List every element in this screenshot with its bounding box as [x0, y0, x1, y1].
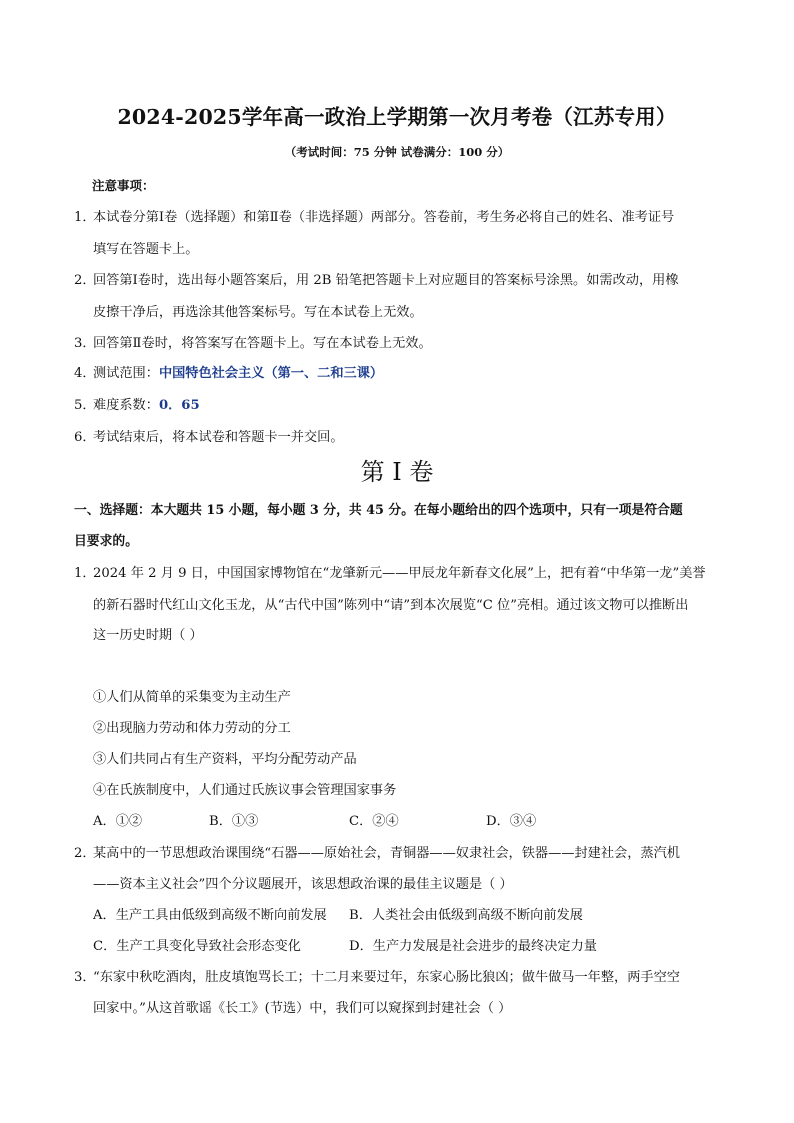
section-heading-line-1: 一、选择题：本大题共 15 小题，每小题 3 分，共 45 分。在每小题给出的四个选项中，只有一项是符合题 — [74, 503, 683, 518]
question-1-option-c: C．②④ — [349, 814, 399, 829]
difficulty-value: 0．65 — [158, 398, 200, 413]
test-scope-value: 中国特色社会主义（第一、二和三课） — [158, 366, 384, 381]
question-1-statement-3: ③人们共同占有生产资料，平均分配劳动产品 — [93, 752, 357, 767]
note-5-line — [93, 394, 200, 413]
note-2-line-2: 皮擦干净后，再选涂其他答案标号。写在本试卷上无效。 — [93, 305, 423, 320]
question-2-line-1: 某高中的一节思想政治课围绕“石器——原始社会，青铜器——奴隶社会，铁器——封建社会，蒸汽机 — [93, 846, 680, 861]
note-1-line-2: 填写在答题卡上。 — [93, 242, 199, 257]
question-2-option-c: C．生产工具变化导致社会形态变化 — [93, 939, 301, 954]
note-6-number: 6． — [74, 430, 96, 445]
note-6-line-1: 考试结束后，将本试卷和答题卡一并交回。 — [93, 430, 344, 445]
notes-heading: 注意事项： — [92, 178, 155, 193]
question-3-number: 3． — [74, 970, 96, 985]
question-3-line-2: 回家中。”从这首歌谣《长工》(节选）中，我们可以窥探到封建社会（ ） — [93, 1001, 512, 1016]
note-3-line-1: 回答第Ⅱ卷时，将答案写在答题卡上。写在本试卷上无效。 — [93, 336, 432, 351]
section-heading-line-2: 目要求的。 — [74, 534, 138, 549]
question-1-line-1: 2024 年 2 月 9 日，中国国家博物馆在“龙肇新元——甲辰龙年新春文化展”上，把有着“中华第一龙”美誉 — [93, 566, 706, 581]
question-1-option-a: A．①② — [93, 814, 143, 829]
question-1-number: 1． — [74, 566, 96, 581]
difficulty-label: 难度系数： — [93, 398, 159, 413]
question-2-option-a: A．生产工具由低级到高级不断向前发展 — [93, 908, 327, 923]
note-4-line — [93, 362, 383, 381]
question-2-number: 2． — [74, 846, 96, 861]
question-1-option-b: B．①③ — [209, 814, 259, 829]
question-2-line-2: ——资本主义社会”四个分议题展开，该思想政治课的最佳主议题是（ ） — [93, 877, 513, 892]
question-3-line-1: “东家中秋吃酒肉，肚皮填饱骂长工；十二月来要过年，东家心肠比狼凶；做牛做马一年整，两手空空 — [93, 970, 680, 985]
question-1-option-d: D．③④ — [486, 814, 537, 829]
note-3-number: 3． — [74, 336, 96, 351]
question-1-statement-2: ②出现脑力劳动和体力劳动的分工 — [93, 721, 291, 736]
question-2-option-d: D．生产力发展是社会进步的最终决定力量 — [349, 939, 597, 954]
question-1-line-3: 这一历史时期（ ） — [93, 628, 203, 643]
exam-title: 2024-2025学年高一政治上学期第一次月考卷（江苏专用） — [117, 105, 677, 129]
question-1-statement-4: ④在氏族制度中，人们通过氏族议事会管理国家事务 — [93, 783, 397, 798]
exam-duration-score: （考试时间：75 分钟 试卷满分：100 分） — [284, 145, 510, 159]
question-1-line-2: 的新石器时代红山文化玉龙，从“古代中国”陈列中“请”到本次展览“C 位”亮相。通过该文物可以推断出 — [93, 598, 689, 613]
note-2-line-1: 回答第Ⅰ卷时，选出每小题答案后，用 2B 铅笔把答题卡上对应题目的答案标号涂黑。如需改动，用橡 — [93, 273, 679, 288]
note-1-number: 1． — [74, 210, 96, 225]
question-2-option-b: B．人类社会由低级到高级不断向前发展 — [349, 908, 583, 923]
volume-title: 第 I 卷 — [360, 458, 434, 486]
note-2-number: 2． — [74, 273, 96, 288]
note-1-line-1: 本试卷分第Ⅰ卷（选择题）和第Ⅱ卷（非选择题）两部分。答卷前，考生务必将自己的姓名、准考证号 — [93, 210, 675, 225]
note-4-number: 4． — [74, 366, 96, 381]
question-1-statement-1: ①人们从简单的采集变为主动生产 — [93, 690, 291, 705]
test-scope-label: 测试范围： — [93, 366, 159, 381]
note-5-number: 5． — [74, 398, 96, 413]
